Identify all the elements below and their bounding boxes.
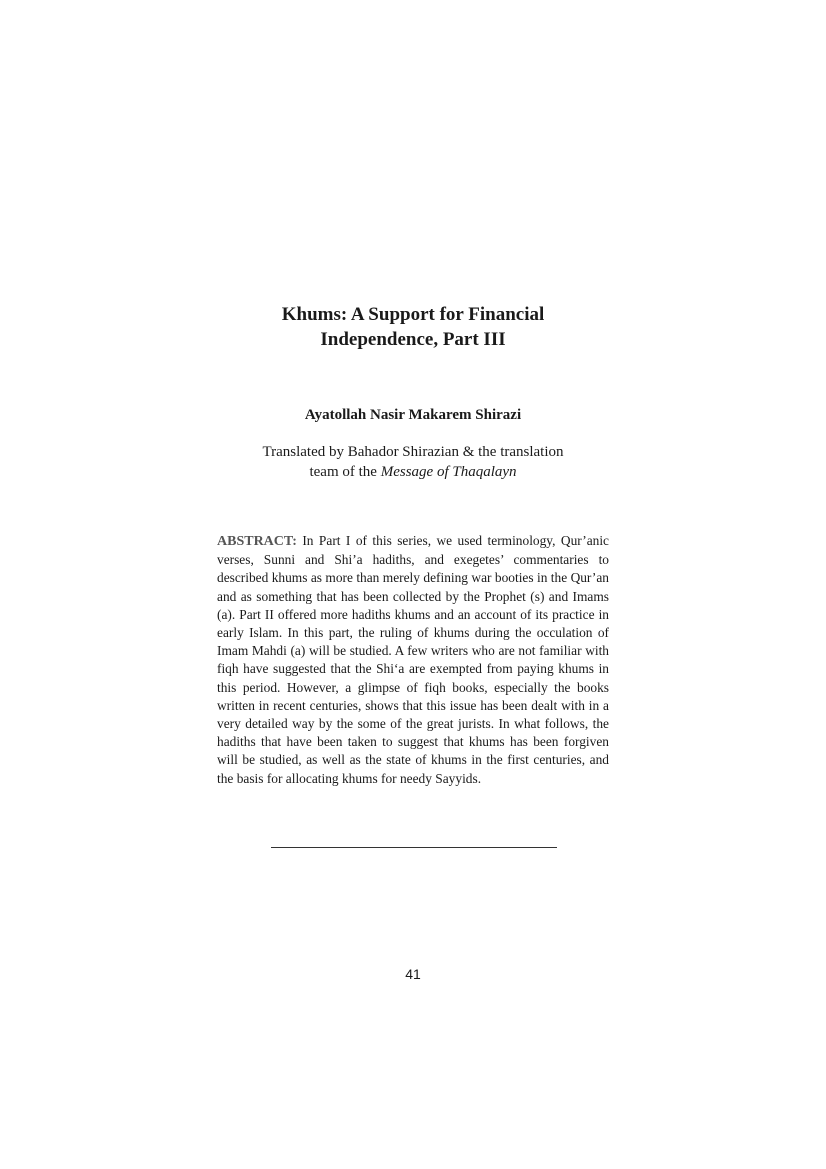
article-title bbox=[200, 302, 626, 352]
translator-line-1: Translated by Bahador Shirazian & the translation bbox=[262, 444, 564, 460]
abstract-text: In Part I of this series, we used terminology, Qur’anic verses, Sunni and Shi’a hadiths, and exegetes’ commentaries to described khums as more than merely defining war booties in the Qur’an and as something that has been collected by the Prophet (s) and Imams (a). Part II offered more hadiths khums and an account of its practice in early Islam. In this part, the ruling of khums during the occulation of Imam Mahdi (a) will be studied. A few writers who are not familiar with fiqh have suggested that the Shi‘a are exempted from paying khums in this period. However, a glimpse of fiqh books, especially the books written in recent centuries, shows that this issue has been dealt with in a very detailed way by the some of the great jurists. In what follows, the hadiths that have been taken to suggest that khums has been forgiven will be studied, as well as the state of khums in the first centuries, and the basis for allocating khums for needy Sayyids. bbox=[217, 533, 609, 786]
title-line-1: Khums: A Support for Financial bbox=[281, 304, 545, 325]
footnote-divider bbox=[271, 847, 557, 848]
author-name: Ayatollah Nasir Makarem Shirazi bbox=[304, 407, 522, 423]
journal-name: Message of Thaqalayn bbox=[380, 464, 517, 480]
abstract-label: ABSTRACT: bbox=[217, 534, 297, 549]
translator-credit bbox=[200, 442, 626, 482]
translator-line-2-prefix: team of the bbox=[309, 464, 381, 480]
abstract bbox=[217, 532, 609, 788]
title-line-2: Independence, Part III bbox=[320, 329, 506, 350]
page-number: 41 bbox=[405, 966, 421, 982]
